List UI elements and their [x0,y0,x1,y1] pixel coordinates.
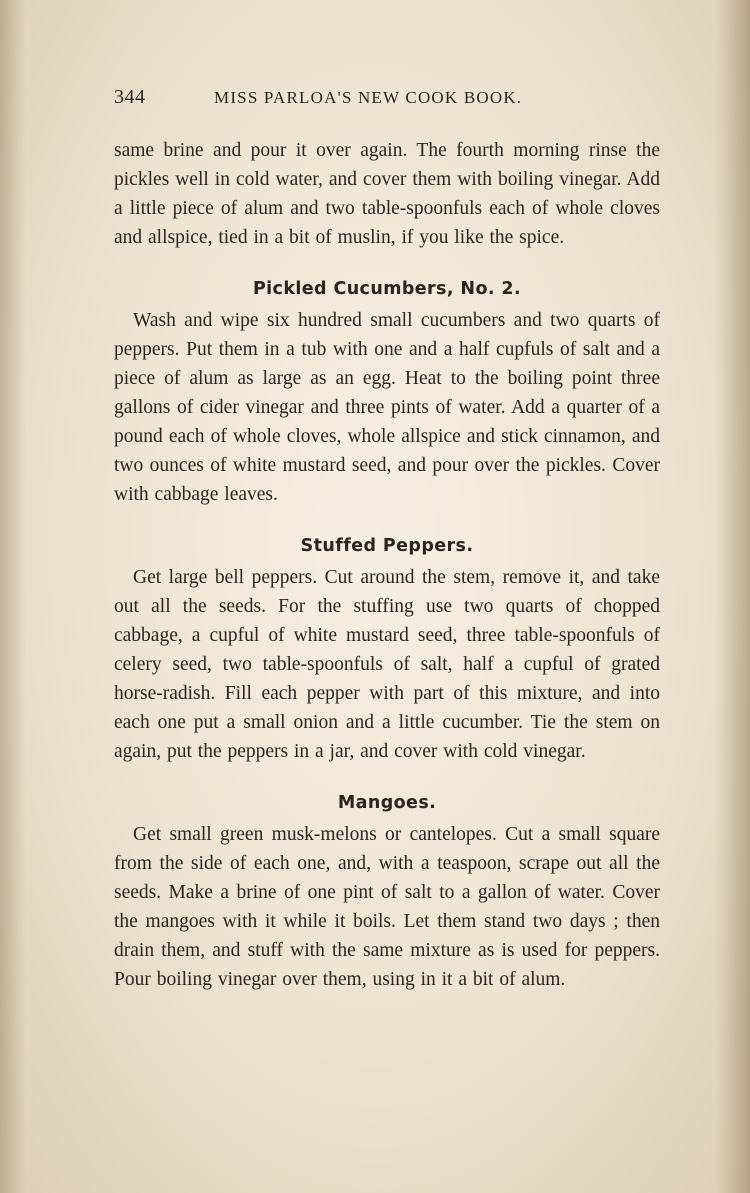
recipe-text-pickled-cucumbers: Wash and wipe six hundred small cucumbers and two quarts of peppers. Put them in a tub with one and a half cupfuls of salt and a piece of alum as large as an egg. Heat to the boiling point three gallons of cider vinegar and three pints of water. Add a quarter of a pound each of whole cloves, whole allspice and stick cinnamon, and two ounces of white mustard seed, and pour over the pickles. Cover with cabbage leaves. [114,310,660,505]
recipe-text-mangoes: Get small green musk-melons or cantelopes. Cut a small square from the side of each one, and, with a teaspoon, scrape out all the seeds. Make a brine of one pint of salt to a gallon of water. Cover the mangoes with it while it boils. Let them stand two days ; then drain them, and stuff with the same mixture as is used for peppers. Pour boiling vinegar over them, using in it a bit of alum. [114,824,660,990]
recipe-text-stuffed-peppers: Get large bell peppers. Cut around the stem, remove it, and take out all the seeds. For the stuffing use two quarts of chopped cabbage, a cupful of white mustard seed, three table-spoonfuls of celery seed, two table-spoonfuls of salt, half a cupful of grated horse-radish. Fill each pepper with part of this mixture, and into each one put a small onion and a little cucumber. Tie the stem on again, put the peppers in a jar, and cover with cold vinegar. [114,567,660,762]
continued-paragraph: same brine and pour it over again. The fourth morning rinse the pickles well in cold water, and cover them with boiling vinegar. Add a little piece of alum and two table-spoonfuls each of whole cloves and allspice, tied in a bit of muslin, if you like the spice. [114,140,660,248]
page-body [114,136,660,994]
running-head [114,86,660,112]
recipe-title-stuffed-peppers: Stuffed Peppers. [300,536,474,556]
recipe-title-mangoes: Mangoes. [337,793,437,813]
book-title: MISS PARLOA'S NEW COOK BOOK. [214,88,523,107]
page-number: 344 [114,86,146,108]
recipe-title-pickled-cucumbers: Pickled Cucumbers, No. 2. [252,279,522,299]
